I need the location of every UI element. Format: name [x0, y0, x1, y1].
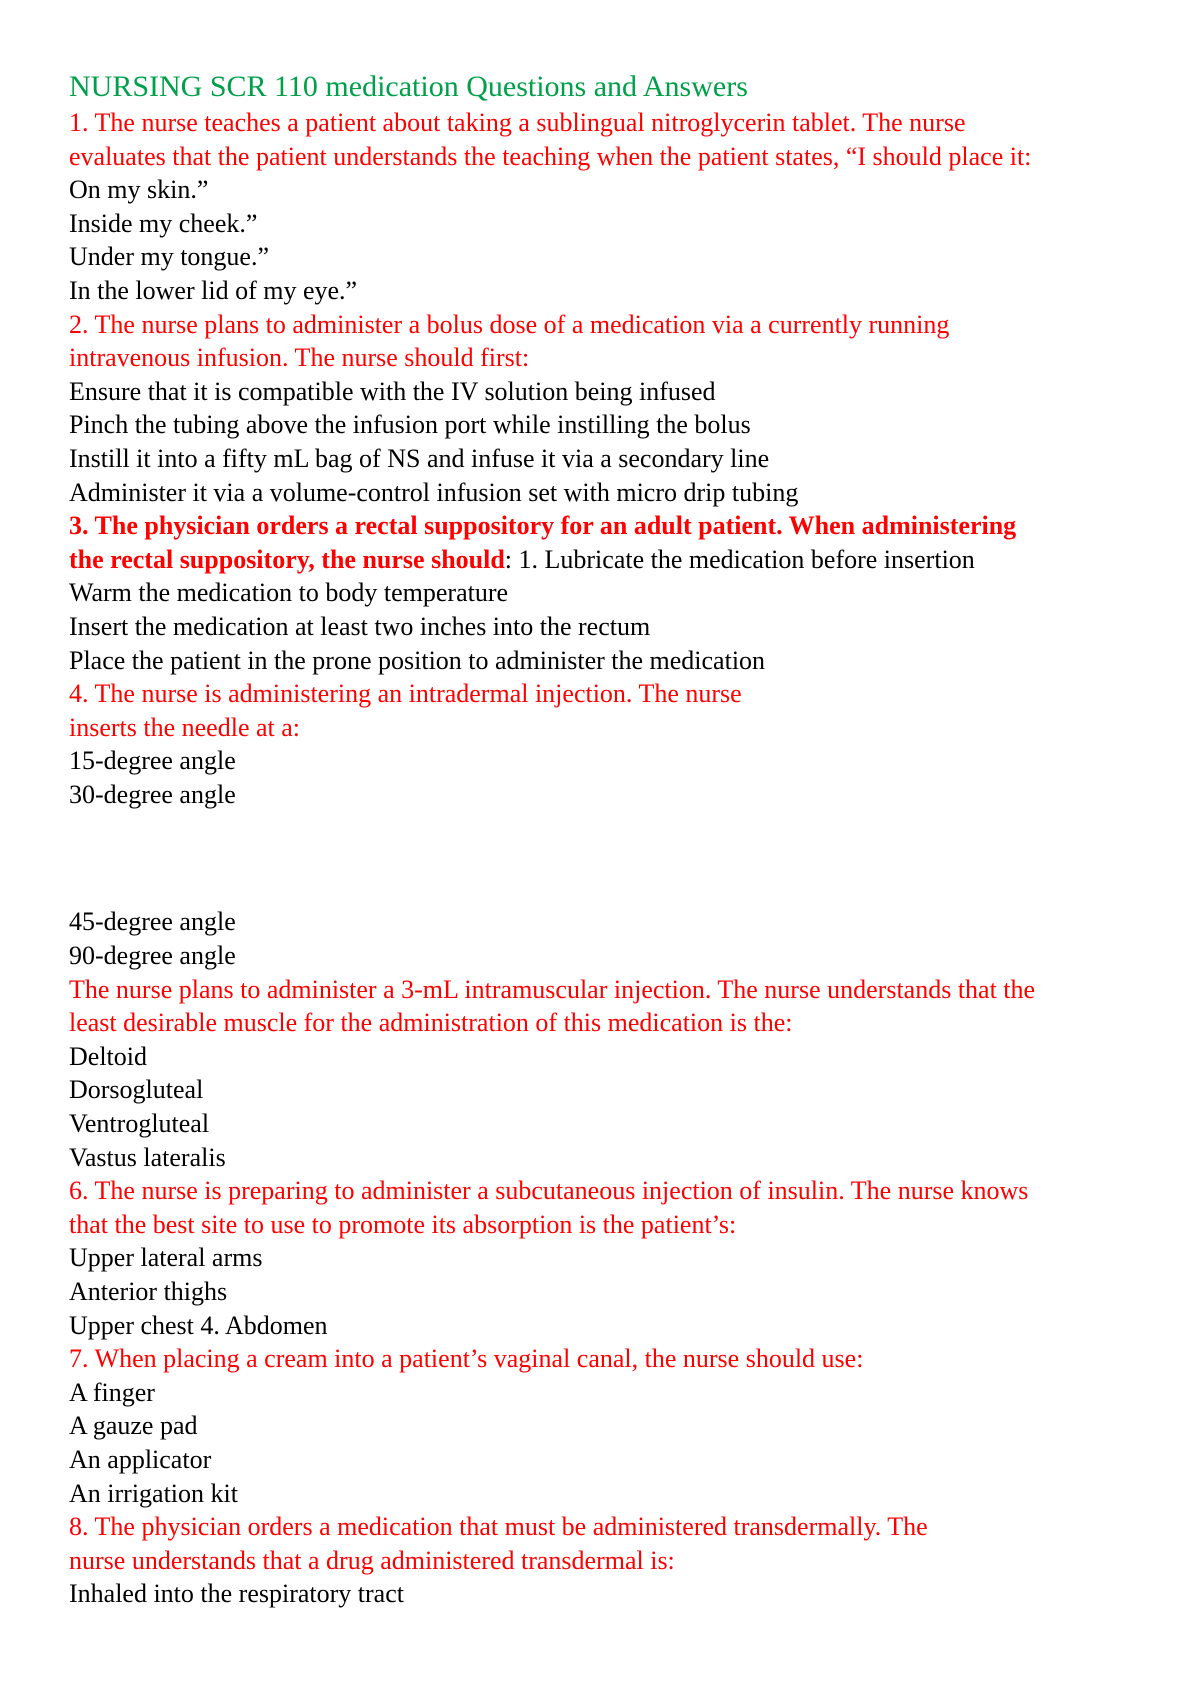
- question-3-line-1: 3. The physician orders a rectal suppository for an adult patient. When administering: [69, 511, 1017, 541]
- question-6-option: Upper chest 4. Abdomen: [69, 1310, 328, 1340]
- question-1-line-1: 1. The nurse teaches a patient about taking a sublingual nitroglycerin tablet. The nurse: [69, 108, 966, 137]
- question-2-option: Pinch the tubing above the infusion port while instilling the bolus: [69, 410, 751, 440]
- question-1-option: On my skin.”: [69, 175, 209, 205]
- question-4-option: 90-degree angle: [69, 941, 236, 971]
- question-1-line-2: evaluates that the patient understands the teaching when the patient states, “I should place it:: [69, 141, 1032, 171]
- question-1-option: In the lower lid of my eye.”: [69, 275, 358, 305]
- question-3-option: Insert the medication at least two inches into the rectum: [69, 611, 651, 641]
- question-3-stem-rest: : 1. Lubricate the medication before insertion: [504, 544, 975, 574]
- question-6-line-2: that the best site to use to promote its absorption is the patient’s:: [69, 1209, 737, 1239]
- question-3-stem-bold: the rectal suppository, the nurse should: [69, 544, 505, 574]
- question-3-line-2: [69, 543, 1169, 577]
- question-1-option: Inside my cheek.”: [69, 208, 258, 238]
- question-6-option: Anterior thighs: [69, 1277, 228, 1306]
- question-5-line-2: least desirable muscle for the administration of this medication is the:: [69, 1008, 793, 1038]
- question-4-option: 30-degree angle: [69, 779, 236, 809]
- question-3-option: Place the patient in the prone position to administer the medication: [69, 645, 766, 675]
- question-4-option: 15-degree angle: [69, 746, 236, 776]
- question-7-option: A gauze pad: [69, 1411, 198, 1441]
- question-4-line-2: inserts the needle at a:: [69, 712, 301, 742]
- document-title: NURSING SCR 110 medication Questions and Answers: [69, 70, 748, 103]
- page-break-gap: [69, 811, 1169, 905]
- question-2-option: Instill it into a fifty mL bag of NS and infuse it via a secondary line: [69, 443, 770, 473]
- question-4-line-1: 4. The nurse is administering an intradermal injection. The nurse: [69, 679, 742, 709]
- question-7-option: An applicator: [69, 1444, 212, 1474]
- question-5-option: Deltoid: [69, 1041, 147, 1071]
- question-2-line-2: intravenous infusion. The nurse should first:: [69, 343, 530, 373]
- question-5-option: Vastus lateralis: [69, 1142, 226, 1172]
- question-2-option: Administer it via a volume-control infusion set with micro drip tubing: [69, 477, 799, 507]
- question-8-option: Inhaled into the respiratory tract: [69, 1579, 404, 1609]
- document-page: [69, 66, 1169, 1611]
- question-5-line-1: The nurse plans to administer a 3-mL intramuscular injection. The nurse understands that the: [69, 974, 1036, 1004]
- question-6-option: Upper lateral arms: [69, 1243, 263, 1273]
- question-8-line-1: 8. The physician orders a medication that must be administered transdermally. The: [69, 1512, 928, 1542]
- question-1-option: Under my tongue.”: [69, 242, 270, 272]
- question-5-option: Dorsogluteal: [69, 1075, 204, 1105]
- question-4-option: 45-degree angle: [69, 907, 236, 937]
- question-5-option: Ventrogluteal: [69, 1109, 210, 1139]
- question-7-option: A finger: [69, 1377, 155, 1407]
- question-2-option: Ensure that it is compatible with the IV solution being infused: [69, 376, 716, 406]
- question-6-line-1: 6. The nurse is preparing to administer a subcutaneous injection of insulin. The nurse knows: [69, 1176, 1029, 1206]
- question-3-option: Warm the medication to body temperature: [69, 578, 509, 608]
- question-2-line-1: 2. The nurse plans to administer a bolus dose of a medication via a currently running: [69, 309, 950, 339]
- question-8-line-2: nurse understands that a drug administered transdermal is:: [69, 1545, 675, 1575]
- question-7-line-1: 7. When placing a cream into a patient’s vaginal canal, the nurse should use:: [69, 1344, 864, 1374]
- question-7-option: An irrigation kit: [69, 1478, 238, 1508]
